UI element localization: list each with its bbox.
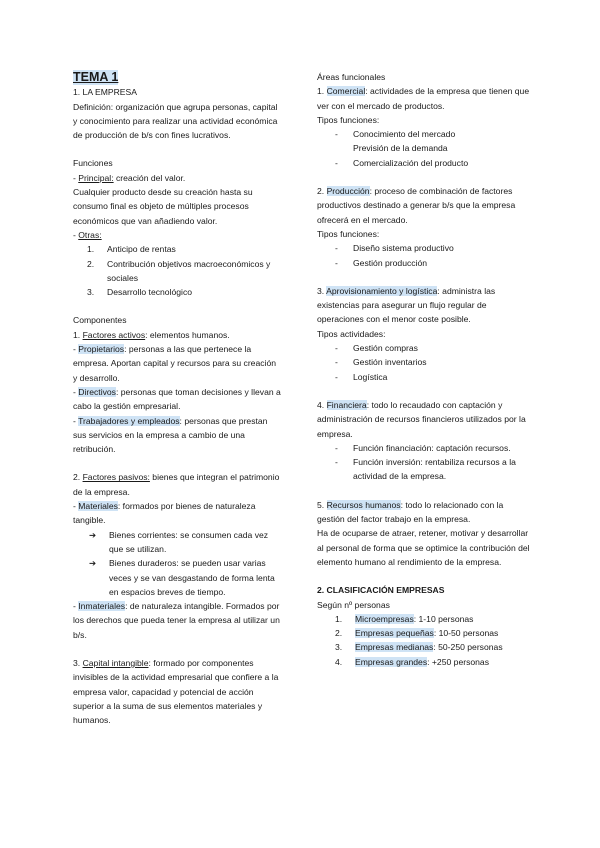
factores-activos-line: 1. Factores activos: elementos humanos.	[73, 329, 230, 340]
propietarios-line: - Propietarios: personas a las que pertenece la empresa. Aportan capital y recursos para su creación y desarrollo.	[73, 344, 277, 383]
list-item: 3. Empresas medianas: 50-250 personas	[335, 642, 503, 653]
list-item: Previsión de la demanda	[353, 143, 448, 154]
list-item: - Gestión compras	[335, 343, 418, 354]
principal-label: Principal:	[78, 172, 114, 183]
funciones-heading: Funciones	[73, 158, 113, 169]
recursos-humanos-line: 5. Recursos humanos: todo lo relacionado con la gestión del factor trabajo en la empresa.	[317, 499, 504, 525]
factores-pasivos-line: 2. Factores pasivos: bienes que integran el patrimonio de la empresa.	[73, 472, 280, 497]
list-item: - Gestión producción	[335, 257, 428, 268]
trabajadores-line: - Trabajadores y empleados: personas que prestan sus servicios en la empresa a cambio de una retribución.	[73, 415, 268, 455]
materiales-line: - Materiales: formados por bienes de naturaleza tangible.	[73, 501, 256, 526]
inmateriales-line: - Inmateriales: de naturaleza intangible. Formados por los derechos que pueda tener la empresa al utilizar un b/s.	[73, 601, 280, 640]
cualquier-producto-paragraph: Cualquier producto desde su creación hasta su consumo final es objeto de múltiples procesos económicos que van añadiendo valor.	[73, 187, 253, 226]
tema-title: TEMA 1	[73, 70, 119, 84]
arrow-icon: ➔	[89, 529, 97, 540]
definicion-paragraph: Definición: organización que agrupa personas, capital y conocimiento para realizar una actividad económica de producción de b/s con fines lucrativos.	[73, 101, 278, 141]
segun-label: Según nº personas	[317, 599, 390, 610]
produccion-line: 2. Producción: proceso de combinación de factores productivos destinado a generar b/s que la empresa ofrecerá en el mercado.	[317, 186, 516, 225]
list-item: 1. Anticipo de rentas	[87, 244, 176, 255]
recursos-humanos-desc: Ha de ocuparse de atraer, retener, motivar y desarrollar al personal de forma que se optimice la contribución del elemento humano al rendimiento de la empresa.	[317, 528, 530, 567]
aprovisionamiento-line: 3. Aprovisionamiento y logística: administra las existencias para asegurar un flujo regular de operaciones con el menor coste posible.	[317, 285, 496, 325]
otras-line: - Otras:	[73, 229, 102, 240]
list-item: - Función financiación: captación recursos.	[335, 442, 511, 453]
list-item: 1. Microempresas: 1-10 personas	[335, 613, 474, 624]
arrow-icon: ➔	[89, 558, 97, 569]
empresa-heading: 1. LA EMPRESA	[73, 87, 138, 98]
clasificacion-heading: 2. CLASIFICACIÓN EMPRESAS	[317, 585, 445, 596]
list-item: 4. Empresas grandes: +250 personas	[335, 656, 490, 667]
directivos-line: - Directivos: personas que toman decisiones y llevan a cabo la gestión empresarial.	[73, 386, 281, 412]
list-item: ➔ Bienes corrientes: se consumen cada vez que se utilizan.	[73, 528, 281, 557]
principal-line: - Principal: creación del valor.	[73, 172, 186, 183]
list-item: 2. Contribución objetivos macroeconómicos y sociales	[87, 258, 271, 283]
otras-label: Otras:	[78, 229, 102, 240]
left-column	[73, 70, 281, 727]
componentes-heading: Componentes	[73, 315, 127, 326]
comercial-line: 1. Comercial: actividades de la empresa que tienen que ver con el mercado de productos.	[317, 86, 530, 111]
list-item: ➔ Bienes duraderos: se pueden usar varias veces y se van desgastando de forma lenta en espacios breves de tiempo.	[73, 556, 281, 599]
list-item: 2. Empresas pequeñas: 10-50 personas	[335, 628, 499, 639]
tipos-actividades-label: Tipos actividades:	[317, 328, 386, 339]
list-item: - Función inversión: rentabiliza recursos a la actividad de la empresa.	[335, 457, 516, 482]
list-item: 3. Desarrollo tecnológico	[87, 287, 193, 298]
capital-intangible-line: 3. Capital intangible: formado por componentes invisibles de la actividad empresarial que confiere a la empresa valor, capacidad y potencial de acción superior a la suma de sus elementos materiales y humanos.	[73, 657, 279, 726]
list-item: - Diseño sistema productivo	[335, 243, 454, 254]
right-column	[317, 70, 533, 669]
list-item: - Comercialización del producto	[335, 157, 469, 168]
tipos-funciones-label: Tipos funciones:	[317, 228, 380, 239]
areas-heading: Áreas funcionales	[317, 72, 386, 82]
list-item: - Gestión inventarios	[335, 357, 427, 368]
tipos-funciones-label: Tipos funciones:	[317, 114, 380, 125]
financiera-line: 4. Financiera: todo lo recaudado con captación y administración de recursos financieros utilizados por la empresa.	[317, 399, 526, 439]
list-item: - Logística	[335, 371, 388, 382]
list-item: - Conocimiento del mercado	[335, 129, 456, 140]
